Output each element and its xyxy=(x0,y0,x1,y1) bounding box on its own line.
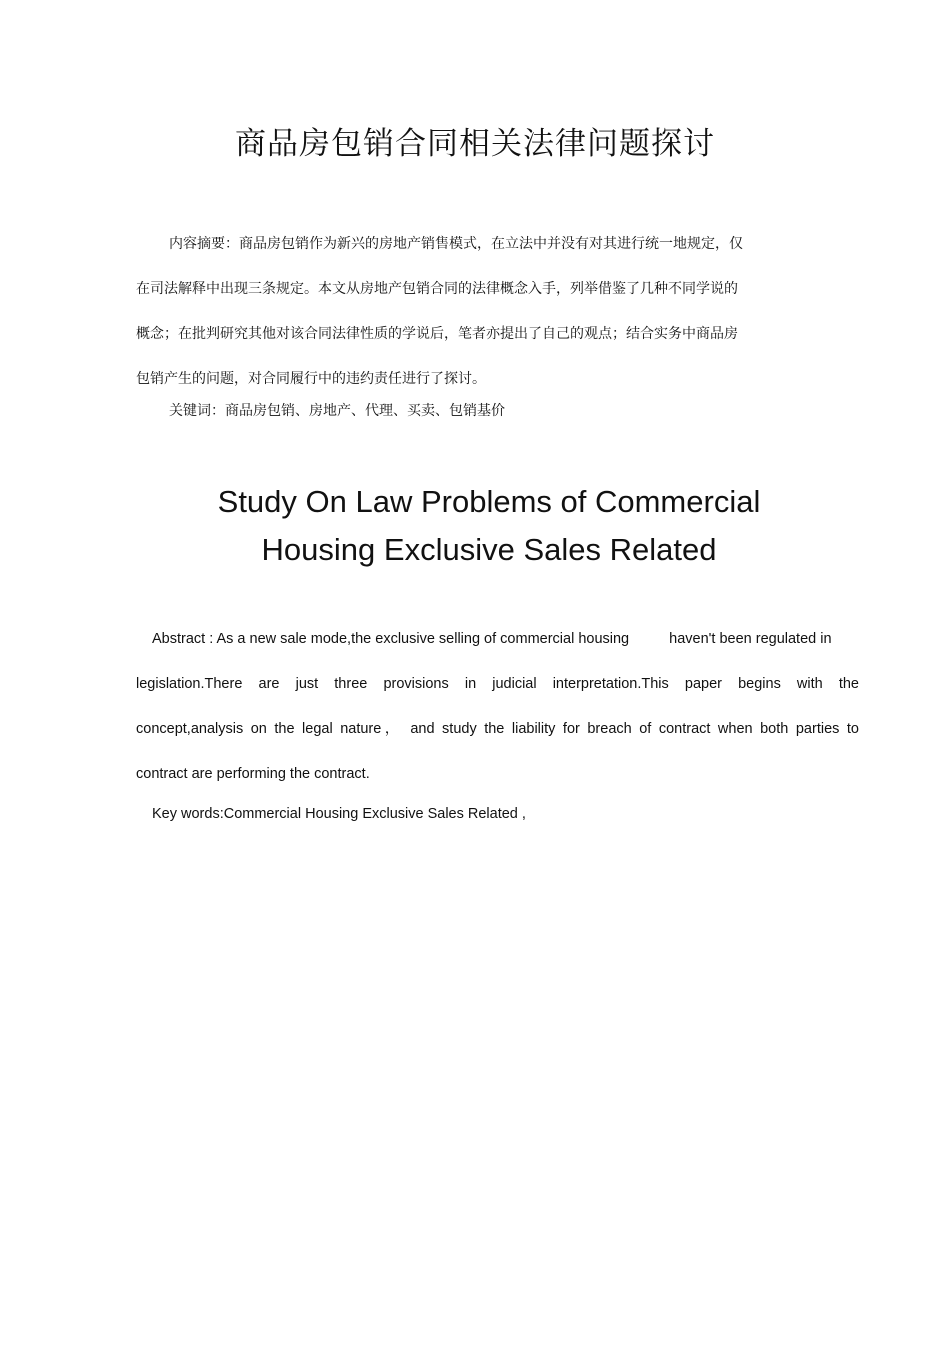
chinese-abstract-line: 在司法解释中出现三条规定。本文从房地产包销合同的法律概念入手，列举借鉴了几种不同学说的 xyxy=(136,281,738,297)
english-title-line-2: Housing Exclusive Sales Related xyxy=(261,532,717,567)
english-title-line-1: Study On Law Problems of Commercial xyxy=(217,484,761,519)
english-abstract-line-1-part-1: Abstract : As a new sale mode,the exclusive selling of commercial housing xyxy=(152,631,630,647)
english-abstract-line-4: contract are performing the contract. xyxy=(136,766,370,782)
english-abstract-line-3: concept,analysis on the legal nature， and study the liability for breach of contract when both parties to xyxy=(136,721,859,737)
chinese-abstract-line: 概念；在批判研究其他对该合同法律性质的学说后，笔者亦提出了自己的观点；结合实务中商品房 xyxy=(136,326,738,342)
english-keywords: Key words:Commercial Housing Exclusive Sales Related , xyxy=(152,806,526,822)
english-abstract-line-1-part-2: haven't been regulated in xyxy=(669,631,832,647)
chinese-abstract xyxy=(136,222,784,402)
english-abstract-line-2: legislation.There are just three provisions in judicial interpretation.This paper begins with the xyxy=(136,676,859,692)
english-abstract xyxy=(136,626,859,806)
chinese-abstract-line: 内容摘要：商品房包销作为新兴的房地产销售模式，在立法中并没有对其进行统一地规定，仅 xyxy=(169,236,743,252)
english-abstract-line-1 xyxy=(136,626,859,671)
chinese-keywords: 关键词：商品房包销、房地产、代理、买卖、包销基价 xyxy=(169,403,505,419)
chinese-title: 商品房包销合同相关法律问题探讨 xyxy=(235,126,715,162)
chinese-abstract-line: 包销产生的问题，对合同履行中的违约责任进行了探讨。 xyxy=(136,371,486,387)
english-title xyxy=(0,478,950,574)
